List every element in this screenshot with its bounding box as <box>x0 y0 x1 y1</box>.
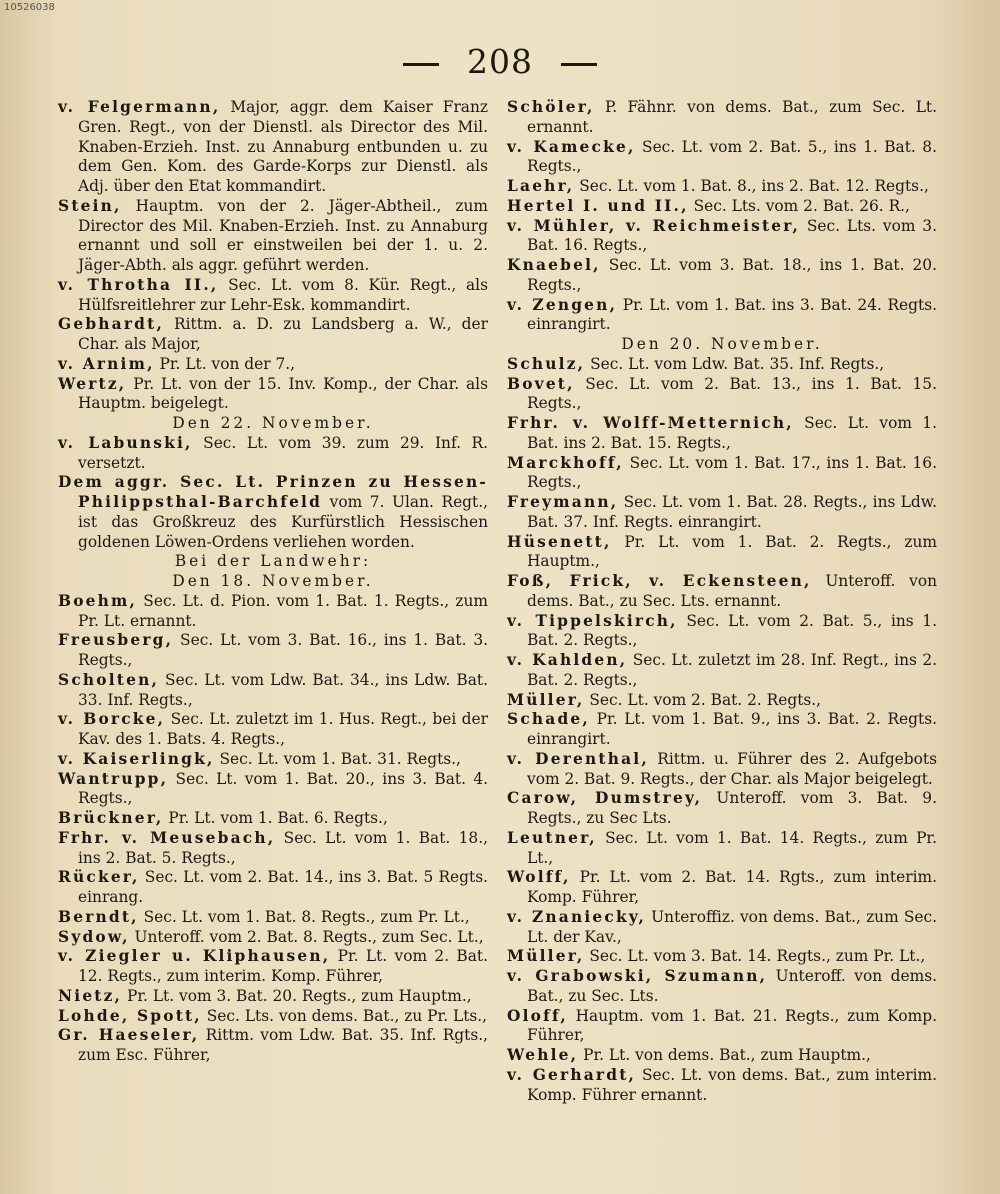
section-heading: Den 20. November. <box>621 335 823 353</box>
entry <box>507 1046 937 1066</box>
entry-text: Sec. Lt. vom 2. Bat. 2. Regts., <box>584 690 822 709</box>
entry <box>58 770 488 810</box>
entry-text: Pr. Lt. vom 1. Bat. 6. Regts., <box>163 809 388 827</box>
entry-name: Schöler, <box>507 98 595 116</box>
entry-text: Sec. Lts. vom 2. Bat. 26. R., <box>688 196 910 215</box>
entry <box>58 928 488 948</box>
entry-text: Rittm. vom Ldw. Bat. 35. Inf. Rgts., zum Esc. Führer, <box>78 1026 488 1064</box>
entry-name: Wolff, <box>507 868 571 887</box>
entry <box>507 691 937 711</box>
entry-text: Sec. Lt. vom 1. Bat. 14. Regts., zum Pr. Lt., <box>527 828 937 867</box>
entry-text: Unteroff. von dems. Bat., zu Sec. Lts. ernannt. <box>527 572 937 610</box>
entry-text: Sec. Lt. vom 39. zum 29. Inf. R. versetzt. <box>78 433 488 472</box>
section-heading: Den 22. November. <box>172 414 374 432</box>
entry-text: Pr. Lt. von dems. Bat., zum Hauptm., <box>578 1046 871 1064</box>
entry-text: Sec. Lt. vom 3. Bat. 18., ins 1. Bat. 20. Regts., <box>527 256 937 294</box>
entry <box>507 177 937 197</box>
entry-name: Rücker, <box>58 868 140 887</box>
entry <box>507 493 937 533</box>
entry-text: Sec. Lt. vom 1. Bat. ins 2. Bat. 15. Regts., <box>527 414 937 452</box>
entry-name: Marckhoff, <box>507 453 624 472</box>
entry-text: Sec. Lt. vom 1. Bat. 28. Regts., ins Ldw. Bat. 37. Inf. Regts. einrangirt. <box>527 493 937 531</box>
entry-text: Sec. Lt. vom 1. Bat. 17., ins 1. Bat. 16. Regts., <box>527 453 937 492</box>
entry-name: Carow, Dumstrey, <box>507 789 703 808</box>
entry <box>507 967 937 1007</box>
entry-text: Sec. Lts. von dems. Bat., zu Pr. Lts., <box>201 1006 488 1025</box>
entry-text: Sec. Lt. vom 2. Bat. 13., ins 1. Bat. 15. Regts., <box>527 374 937 413</box>
entry-name: Bovet, <box>507 374 575 393</box>
entry <box>507 138 937 178</box>
entry-name: v. Gerhardt, <box>507 1065 637 1084</box>
header-dash-left <box>403 63 439 66</box>
entry-name: Brückner, <box>58 809 164 827</box>
entry-name: Berndt, <box>58 907 139 926</box>
entry <box>58 355 488 375</box>
entry-text: Sec. Lt. vom 1. Bat. 8., ins 2. Bat. 12. Regts., <box>574 177 929 195</box>
entry-text: Rittm. a. D. zu Landsberg a. W., der Char. als Major, <box>78 315 488 353</box>
section-heading: Bei der Landwehr: <box>174 552 372 571</box>
entry <box>58 1026 488 1066</box>
entry <box>507 750 937 790</box>
entry-name: Wantrupp, <box>58 769 169 788</box>
entry <box>58 375 488 415</box>
entry <box>507 829 937 869</box>
entry-text: Sec. Lt. zuletzt im 28. Inf. Regt., ins 2. Bat. 2. Regts., <box>527 651 938 689</box>
entry <box>507 98 937 138</box>
entry-text: Sec. Lt. vom 1. Bat. 31. Regts., <box>214 749 461 768</box>
entry <box>58 987 488 1007</box>
scan-id-label: 10526038 <box>4 2 55 13</box>
page-header <box>0 42 1000 81</box>
entry <box>507 908 937 948</box>
entry-name: Stein, <box>58 196 122 215</box>
entry <box>58 809 488 829</box>
entry <box>507 296 937 336</box>
entry-name: Freusberg, <box>58 631 174 650</box>
entry-name: v. Grabowski, Szumann, <box>507 967 768 985</box>
entry-text: Pr. Lt. vom 1. Bat. 2. Regts., zum Hauptm., <box>527 532 937 571</box>
entry-name: Müller, <box>507 947 585 966</box>
entry-text: Sec. Lt. vom 1. Bat. 18., ins 2. Bat. 5. Regts., <box>78 828 488 867</box>
page-number: 208 <box>467 42 533 81</box>
entry-text: Sec. Lt. vom 2. Bat. 14., ins 3. Bat. 5 Regts. einrang. <box>78 868 488 906</box>
entry-name: v. Throtha II., <box>58 275 219 294</box>
entry-text: Sec. Lt. vom 1. Bat. 20., ins 3. Bat. 4. Regts., <box>78 769 488 808</box>
entry-name: Lohde, Spott, <box>58 1006 202 1025</box>
left-column <box>58 98 488 1066</box>
entry-text: Hauptm. von der 2. Jäger-Abtheil., zum Director des Mil. Knaben-Erzieh. Inst. zu Annaburg ernannt und soll er einstweilen bei der 1. u. 2. Jäger-Abth. als aggr. geführt werden. <box>78 196 488 274</box>
entry <box>58 473 488 552</box>
entry-name: Freymann, <box>507 493 619 511</box>
entry-name: Laehr, <box>507 177 575 195</box>
entry-text: Rittm. u. Führer des 2. Aufgebots vom 2. Bat. 9. Regts., der Char. als Major beigelegt. <box>527 749 937 788</box>
entry-name: Foß, Frick, v. Eckensteen, <box>507 572 812 590</box>
entry <box>507 217 937 257</box>
entry <box>507 1066 937 1106</box>
entry-text: Sec. Lt. vom Ldw. Bat. 35. Inf. Regts., <box>585 354 885 373</box>
entry <box>58 750 488 770</box>
entry <box>507 454 937 494</box>
entry <box>58 98 488 197</box>
entry <box>58 829 488 869</box>
entry <box>507 947 937 967</box>
entry-text: Sec. Lt. vom 2. Bat. 5., ins 1. Bat. 2. Regts., <box>527 611 937 650</box>
entry-text: Sec. Lt. vom 8. Kür. Regt., als Hülfsreitlehrer zur Lehr-Esk. kommandirt. <box>78 275 488 314</box>
entry-text: Pr. Lt. von der 15. Inv. Komp., der Char. als Hauptm. beigelegt. <box>78 374 488 413</box>
entry-text: vom 7. Ulan. Regt., ist das Großkreuz des Kurfürstlich Hessischen goldenen Löwen-Ordens verliehen worden. <box>78 493 488 551</box>
entry-name: v. Felgermann, <box>58 98 221 116</box>
entry-name: Gebhardt, <box>58 315 164 334</box>
section-heading: Den 18. November. <box>172 572 374 590</box>
entry-name: v. Zengen, <box>507 295 618 314</box>
entry <box>58 631 488 671</box>
entry-text: Sec. Lts. vom 3. Bat. 16. Regts., <box>527 216 937 255</box>
entry-text: Major, aggr. dem Kaiser Franz Gren. Regt., von der Dienstl. als Director des Mil. Knaben-Erzieh. Inst. zu Annaburg entbunden u. zu dem Gen. Kom. des Garde-Korps zur Dienstl. als Adj. über den Etat kommandirt. <box>78 98 488 195</box>
entry-text: Sec. Lt. zuletzt im 1. Hus. Regt., bei der Kav. des 1. Bats. 4. Regts., <box>78 710 488 748</box>
entry <box>58 197 488 276</box>
entry <box>58 434 488 474</box>
entry <box>58 868 488 908</box>
entry <box>507 197 937 217</box>
entry-name: v. Ziegler u. Kliphausen, <box>58 947 331 966</box>
entry <box>58 592 488 632</box>
entry-name: Nietz, <box>58 986 123 1005</box>
entry <box>507 533 937 573</box>
entry-name: Müller, <box>507 690 585 709</box>
entry-name: v. Kahlden, <box>507 651 628 669</box>
entry-name: Scholten, <box>58 670 160 689</box>
entry-name: Sydow, <box>58 927 130 946</box>
entry <box>507 612 937 652</box>
right-column <box>507 98 937 1105</box>
entry <box>58 908 488 928</box>
entry <box>58 315 488 355</box>
entry <box>507 868 937 908</box>
entry-text: Sec. Lt. vom 3. Bat. 14. Regts., zum Pr. Lt., <box>584 947 926 966</box>
entry <box>507 710 937 750</box>
entry <box>507 355 937 375</box>
entry-text: Sec. Lt. vom 2. Bat. 5., ins 1. Bat. 8. Regts., <box>527 137 937 176</box>
entry <box>58 671 488 711</box>
entry-name: Leutner, <box>507 828 597 847</box>
entry-name: Gr. Haeseler, <box>58 1026 200 1045</box>
entry <box>507 651 937 691</box>
entry-text: Sec. Lt. vom 1. Bat. 8. Regts., zum Pr. Lt., <box>138 907 470 926</box>
entry-text: Pr. Lt. vom 2. Bat. 14. Rgts., zum interim. Komp. Führer, <box>527 868 937 906</box>
entry-text: Sec. Lt. vom Ldw. Bat. 34., ins Ldw. Bat. 33. Inf. Regts., <box>78 670 488 709</box>
entry-name: v. Derenthal, <box>507 749 649 768</box>
entry-text: P. Fähnr. von dems. Bat., zum Sec. Lt. ernannt. <box>527 98 937 136</box>
entry-text: Unteroff. vom 2. Bat. 8. Regts., zum Sec. Lt., <box>129 927 484 946</box>
entry-name: Schulz, <box>507 354 586 373</box>
entry-name: Schade, <box>507 710 590 729</box>
entry <box>507 572 937 612</box>
entry-name: v. Mühler, v. Reichmeister, <box>507 216 801 235</box>
entry-name: v. Labunski, <box>58 433 193 452</box>
entry-name: Wertz, <box>58 374 127 393</box>
entry <box>58 947 488 987</box>
entry <box>507 375 937 415</box>
entry-text: Pr. Lt. vom 2. Bat. 12. Regts., zum interim. Komp. Führer, <box>78 947 488 985</box>
entry-name: Frhr. v. Wolff-Metternich, <box>507 414 794 432</box>
entry-text: Pr. Lt. von der 7., <box>154 354 296 373</box>
entry-name: v. Borcke, <box>58 710 166 729</box>
entry-text: Unteroffiz. von dems. Bat., zum Sec. Lt. der Kav., <box>527 907 937 946</box>
entry-text: Sec. Lt. vom 3. Bat. 16., ins 1. Bat. 3. Regts., <box>78 631 488 669</box>
entry-text: Unteroff. vom 3. Bat. 9. Regts., zu Sec Lts. <box>527 789 937 827</box>
entry-text: Sec. Lt. von dems. Bat., zum interim. Komp. Führer ernannt. <box>527 1065 937 1104</box>
entry <box>507 789 937 829</box>
entry <box>507 1007 937 1047</box>
entry-name: v. Kaiserlingk, <box>58 749 215 768</box>
entry <box>507 414 937 454</box>
entry-text: Hauptm. vom 1. Bat. 21. Regts., zum Komp. Führer, <box>527 1006 937 1045</box>
entry-name: Boehm, <box>58 591 138 610</box>
entry-name: Wehle, <box>507 1046 579 1064</box>
entry <box>507 256 937 296</box>
entry-text: Pr. Lt. vom 3. Bat. 20. Regts., zum Hauptm., <box>122 986 472 1005</box>
entry-name: v. Arnim, <box>58 354 155 373</box>
entry-name: Hüsenett, <box>507 532 612 551</box>
entry-name: v. Kamecke, <box>507 137 636 156</box>
entry-text: Pr. Lt. vom 1. Bat. 9., ins 3. Bat. 2. Regts. einrangirt. <box>527 710 937 748</box>
header-dash-right <box>561 63 597 66</box>
entry-name: v. Znaniecky, <box>507 907 647 926</box>
entry-name: Hertel I. und II., <box>507 196 689 215</box>
entry-text: Pr. Lt. vom 1. Bat. ins 3. Bat. 24. Regts. einrangirt. <box>527 295 937 334</box>
entry-name: Oloff, <box>507 1006 568 1025</box>
entry-text: Unteroff. von dems. Bat., zu Sec. Lts. <box>527 967 937 1005</box>
entry-name: Knaebel, <box>507 256 601 274</box>
entry <box>58 710 488 750</box>
entry-name: v. Tippelskirch, <box>507 611 678 630</box>
entry-text: Sec. Lt. d. Pion. vom 1. Bat. 1. Regts., zum Pr. Lt. ernannt. <box>78 591 488 630</box>
entry-name: Frhr. v. Meusebach, <box>58 828 276 847</box>
entry <box>58 276 488 316</box>
entry-name: Dem aggr. Sec. Lt. Prinzen zu Hessen-Philippsthal-Barchfeld <box>58 473 488 511</box>
entry <box>58 1007 488 1027</box>
